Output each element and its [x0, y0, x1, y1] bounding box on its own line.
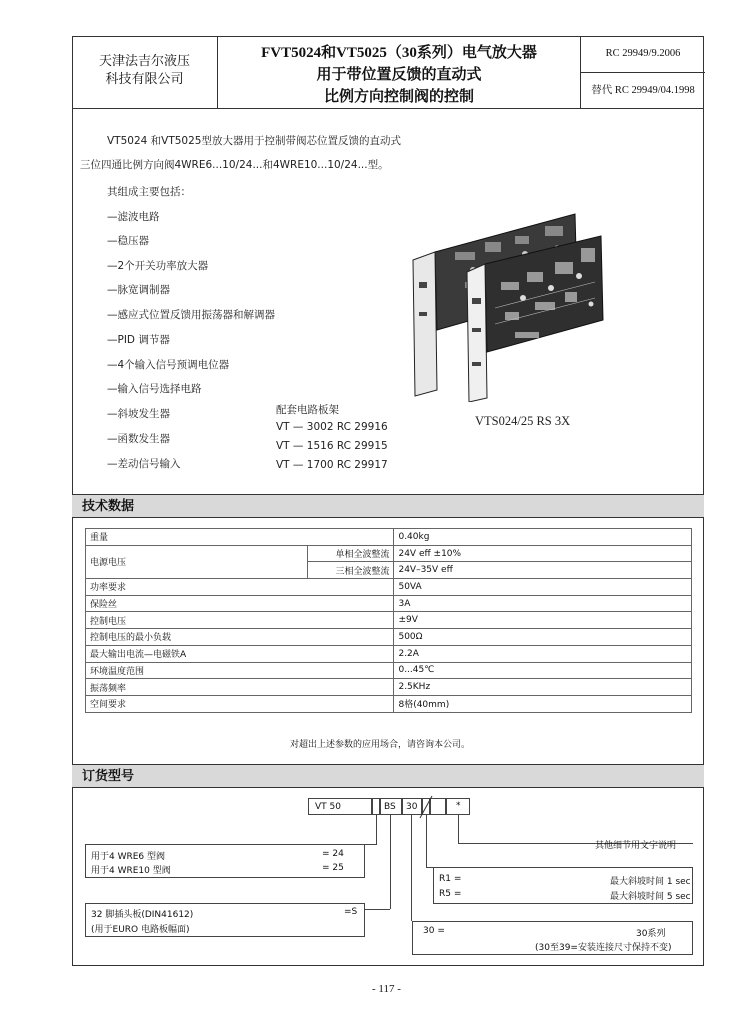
table-cell-value: ±9V	[394, 612, 692, 629]
list-item: —PID 调节器	[107, 334, 170, 346]
table-cell-label: 电源电压	[86, 545, 308, 578]
series-description: 30系列	[636, 929, 666, 939]
connector-line	[376, 815, 377, 845]
connector-line	[458, 815, 459, 844]
rack-item: VT — 1516 RC 29915	[276, 440, 388, 452]
plug-board-box	[85, 903, 365, 937]
table-row	[86, 679, 692, 696]
components-heading: 其组成主要包括：	[107, 186, 191, 198]
list-item: —稳压器	[107, 235, 149, 247]
table-row	[86, 579, 692, 596]
rack-item: VT — 3002 RC 29916	[276, 421, 388, 433]
amplifier-card-illustration	[405, 212, 605, 402]
r5-description: 最大斜坡时间 5 sec	[610, 892, 691, 902]
list-item: —感应式位置反馈用振荡器和解调器	[107, 309, 275, 321]
code-box-bs	[380, 798, 402, 815]
code-30: 30	[406, 802, 418, 812]
wre6-label: 用于4 WRE6 型阀	[91, 852, 166, 862]
plug-line-1: 32 脚插头板(DIN41612)	[91, 910, 194, 920]
table-cell-value: 24V eff ±10%	[394, 545, 692, 562]
rack-heading: 配套电路板架	[276, 404, 339, 416]
rack-item: VT — 1700 RC 29917	[276, 459, 388, 471]
connector-line	[426, 867, 434, 868]
list-item: —滤波电路	[107, 211, 160, 223]
document-reference	[580, 36, 705, 108]
table-row	[86, 645, 692, 662]
table-row	[86, 662, 692, 679]
list-item: —脉宽调制器	[107, 284, 170, 296]
plug-line-2: (用于EURO 电路板幅面)	[91, 925, 190, 935]
table-cell-label: 控制电压	[86, 612, 394, 629]
table-cell-value: 2.2A	[394, 645, 692, 662]
document-header	[72, 36, 704, 109]
valve-type-box	[85, 844, 365, 878]
connector-line	[365, 844, 376, 845]
code-box-vt50	[308, 798, 372, 815]
table-cell-label: 振荡频率	[86, 679, 394, 696]
list-item: —2个开关功率放大器	[107, 260, 209, 272]
code-box-model	[372, 798, 380, 815]
r1-description: 最大斜坡时间 1 sec	[610, 877, 691, 887]
code-vt50: VT 50	[315, 802, 341, 812]
image-caption: VTS024/25 RS 3X	[475, 414, 571, 428]
list-item: —斜坡发生器	[107, 408, 170, 420]
wre10-code: = 25	[322, 863, 344, 873]
connector-line	[411, 815, 412, 921]
company-line-1: 天津法吉尔液压	[98, 54, 190, 69]
table-cell-value: 500Ω	[394, 629, 692, 646]
series-box	[412, 921, 693, 955]
table-row	[86, 629, 692, 646]
intro-paragraph-line-1: VT5024 和VT5025型放大器用于控制带阀芯位置反馈的直动式	[107, 135, 401, 147]
company-line-2: 科技有限公司	[105, 72, 184, 87]
title-line-2: 用于带位置反馈的直动式	[316, 65, 482, 83]
table-cell-value: 8格(40mm)	[394, 695, 692, 712]
code-star: *	[456, 801, 461, 811]
ramp-time-box	[433, 867, 693, 904]
code-bs: BS	[384, 802, 396, 812]
company-name	[72, 36, 218, 108]
document-title	[218, 36, 580, 108]
table-cell-label: 环境温度范围	[86, 662, 394, 679]
r5-code: R5 =	[439, 889, 462, 899]
table-cell-value: 0.40kg	[394, 529, 692, 546]
list-item: —函数发生器	[107, 433, 170, 445]
ref-current: RC 29949/9.2006	[581, 36, 705, 73]
wre10-label: 用于4 WRE10 型阀	[91, 866, 171, 876]
list-item: —4个输入信号预调电位器	[107, 359, 230, 371]
connector-line	[426, 815, 427, 867]
table-cell-label: 重量	[86, 529, 394, 546]
table-cell-value: 3A	[394, 595, 692, 612]
table-row	[86, 529, 692, 546]
table-cell-label: 保险丝	[86, 595, 394, 612]
table-row	[86, 595, 692, 612]
connector-line	[365, 909, 390, 910]
other-details-label: 其他细节用文字说明	[595, 841, 677, 851]
page-number: - 117 -	[372, 983, 401, 995]
table-cell-sub: 三相全波整流	[307, 562, 394, 579]
title-line-1: FVT5024和VT5025（30系列）电气放大器	[261, 45, 537, 61]
plug-code: =S	[344, 907, 358, 917]
wre6-code: = 24	[322, 849, 344, 859]
tech-data-title: 技术数据	[72, 494, 704, 518]
table-cell-label: 控制电压的最小负载	[86, 629, 394, 646]
series-code: 30 =	[423, 926, 445, 936]
tech-data-table	[85, 528, 692, 713]
table-cell-label: 最大输出电流—电磁铁A	[86, 645, 394, 662]
intro-paragraph-line-2: 三位四通比例方向阀4WRE6...10/24...和4WRE10...10/24...型。	[80, 159, 389, 171]
table-cell-label: 功率要求	[86, 579, 394, 596]
order-code-title: 订货型号	[72, 764, 704, 788]
tech-data-note: 对超出上述参数的应用场合，请咨询本公司。	[290, 740, 471, 750]
list-item: —输入信号选择电路	[107, 383, 202, 395]
table-row	[86, 612, 692, 629]
table-row	[86, 545, 692, 562]
table-cell-label: 空间要求	[86, 695, 394, 712]
ref-replaces: 替代 RC 29949/04.1998	[591, 85, 695, 96]
table-cell-value: 0...45℃	[394, 662, 692, 679]
table-row	[86, 695, 692, 712]
table-cell-value: 2.5KHz	[394, 679, 692, 696]
code-box-other	[446, 798, 470, 815]
r1-code: R1 =	[439, 874, 462, 884]
table-cell-value: 50VA	[394, 579, 692, 596]
connector-line	[390, 815, 391, 909]
list-item: —差动信号输入	[107, 458, 181, 470]
series-note: (30至39=安装连接尺寸保持不变)	[535, 943, 672, 953]
table-cell-sub: 单相全波整流	[307, 545, 394, 562]
table-cell-value: 24V–35V eff	[394, 562, 692, 579]
title-line-3: 比例方向控制阀的控制	[323, 87, 474, 105]
